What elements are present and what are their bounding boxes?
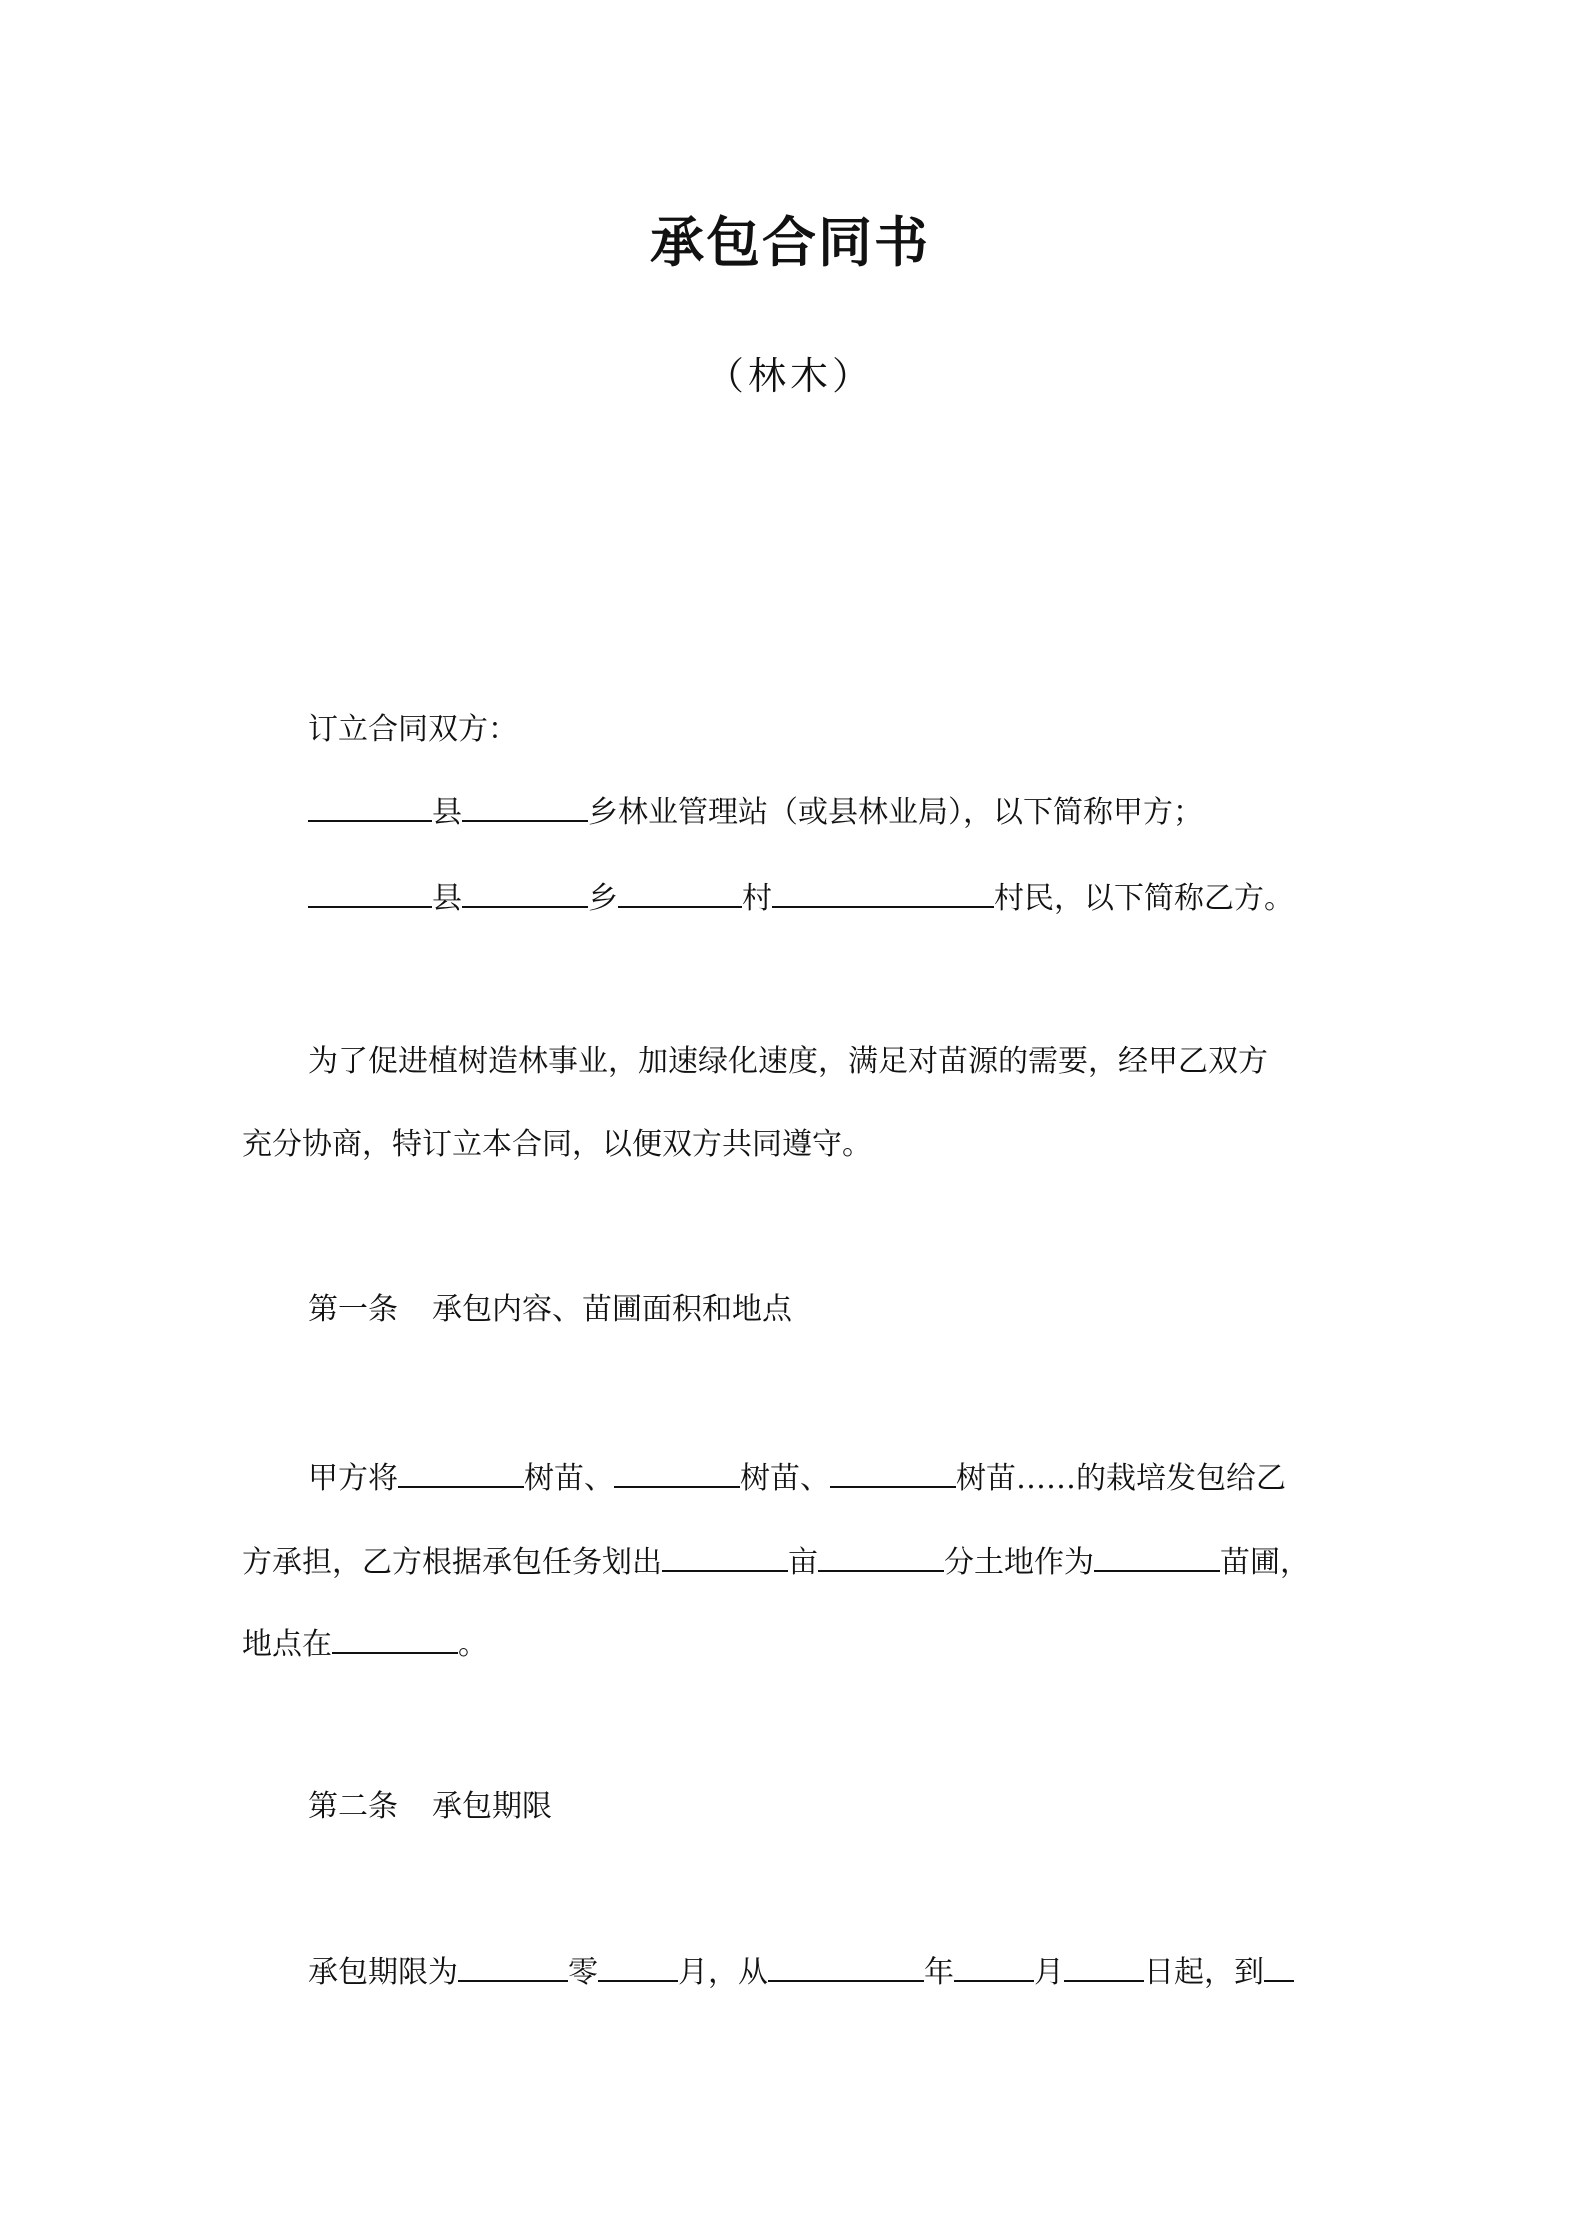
party-b-line: 县 乡 村 村民，以下简称乙方。 [308,876,1294,919]
blank-township-a[interactable] [462,790,588,822]
blank-county-b[interactable] [308,876,432,908]
blank-nursery-name[interactable] [1094,1540,1220,1572]
parties-label: 订立合同双方： [308,712,518,747]
blank-start-day[interactable] [1064,1950,1144,1982]
blank-start-month[interactable] [954,1950,1034,1982]
blank-village-b[interactable] [618,876,742,908]
document-subtitle: （林木） [705,354,874,398]
blank-seedling-1[interactable] [398,1456,524,1488]
blank-end-date[interactable] [1264,1950,1294,1982]
article-1-line-2: 方承担，乙方根据承包任务划出 亩 分土地作为 苗圃， [242,1540,1310,1583]
document-title: 承包合同书 [650,211,930,274]
article-2-heading: 第二条 承包期限 [308,1789,552,1824]
article-1-line-1: 甲方将 树苗、 树苗、 树苗……的栽培发包给乙 [308,1456,1286,1499]
blank-county-a[interactable] [308,790,432,822]
blank-start-year[interactable] [768,1950,924,1982]
article-2-line-1: 承包期限为 零 月，从 年 月 日起，到 [308,1950,1294,1993]
intro-line-1: 为了促进植树造林事业，加速绿化速度，满足对苗源的需要，经甲乙双方 [308,1044,1268,1079]
intro-line-2: 充分协商，特订立本合同，以便双方共同遵守。 [242,1127,872,1162]
blank-location[interactable] [332,1622,458,1654]
blank-term-years[interactable] [458,1950,568,1982]
article-1-heading: 第一条 承包内容、苗圃面积和地点 [308,1292,792,1327]
article-1-line-3: 地点在 。 [242,1622,488,1665]
blank-township-b[interactable] [462,876,588,908]
party-a-line: 县 乡林业管理站（或县林业局），以下简称甲方； [308,790,1203,833]
blank-fen[interactable] [818,1540,944,1572]
blank-seedling-3[interactable] [830,1456,956,1488]
blank-seedling-2[interactable] [614,1456,740,1488]
blank-term-months[interactable] [598,1950,678,1982]
blank-mu[interactable] [662,1540,788,1572]
blank-villager-name[interactable] [772,876,994,908]
